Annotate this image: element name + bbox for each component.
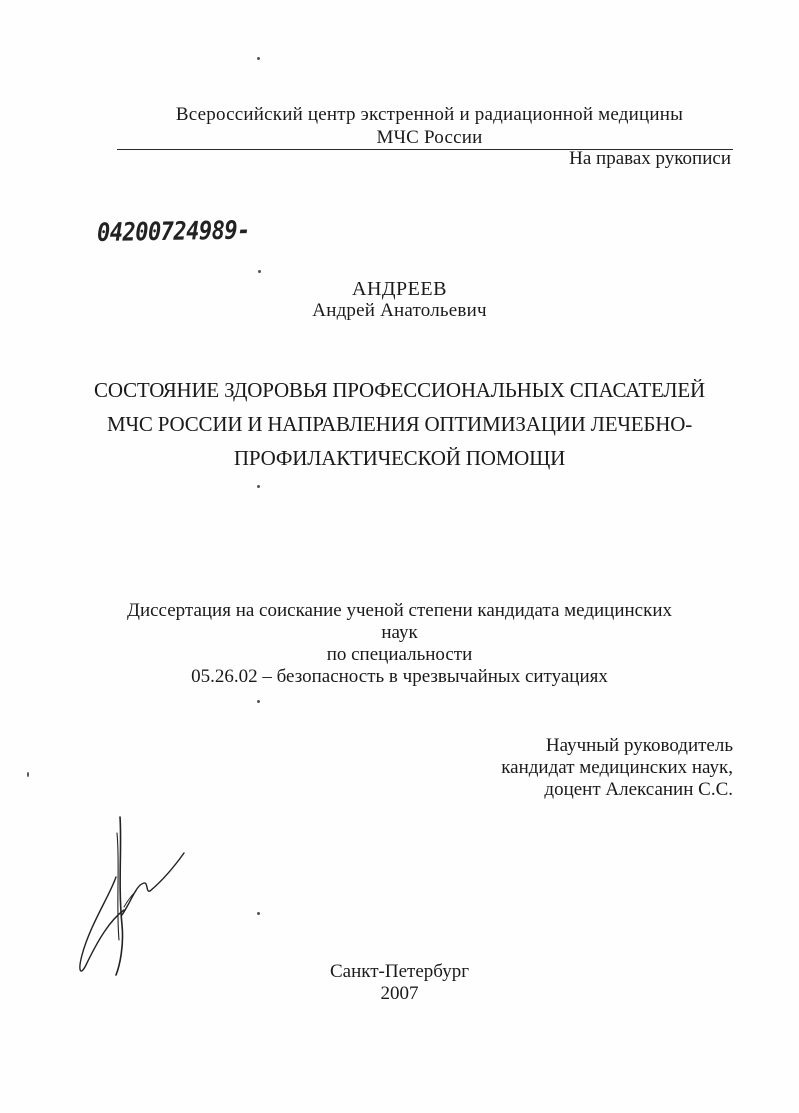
institution-name: Всероссийский центр экстренной и радиационной медицины <box>175 104 684 125</box>
handwritten-signature-icon <box>70 815 200 980</box>
scan-speck <box>27 772 29 777</box>
dissertation-title-line: ПРОФИЛАКТИЧЕСКОЙ ПОМОЩИ <box>233 446 566 470</box>
dissertation-title-line: СОСТОЯНИЕ ЗДОРОВЬЯ ПРОФЕССИОНАЛЬНЫХ СПАСАТЕЛЕЙ <box>94 378 705 402</box>
publication-year: 2007 <box>380 983 419 1004</box>
author-surname: АНДРЕЕВ <box>352 278 447 300</box>
supervisor-name: доцент Алексанин С.С. <box>544 779 733 800</box>
degree-statement-line: Диссертация на соискание ученой степени кандидата медицинских <box>127 600 672 621</box>
registration-stamp: 04200724989- <box>96 216 251 248</box>
rights-notice: На правах рукописи <box>569 148 731 169</box>
specialty-label: по специальности <box>326 644 473 665</box>
scan-speck <box>258 270 261 273</box>
scan-speck <box>257 485 260 488</box>
dissertation-title-line: МЧС РОССИИ И НАПРАВЛЕНИЯ ОПТИМИЗАЦИИ ЛЕЧЕБНО- <box>107 412 692 436</box>
institution-ministry: МЧС России <box>376 127 483 148</box>
specialty-code: 05.26.02 – безопасность в чрезвычайных ситуациях <box>191 666 608 687</box>
degree-statement-line: наук <box>381 622 418 643</box>
author-full-name: Андрей Анатольевич <box>312 300 487 321</box>
supervisor-role: Научный руководитель <box>545 735 733 756</box>
scan-speck <box>257 912 260 915</box>
supervisor-degree: кандидат медицинских наук, <box>501 757 733 778</box>
publication-city: Санкт-Петербург <box>329 961 469 982</box>
scan-speck <box>257 57 260 60</box>
scan-speck <box>257 700 260 703</box>
